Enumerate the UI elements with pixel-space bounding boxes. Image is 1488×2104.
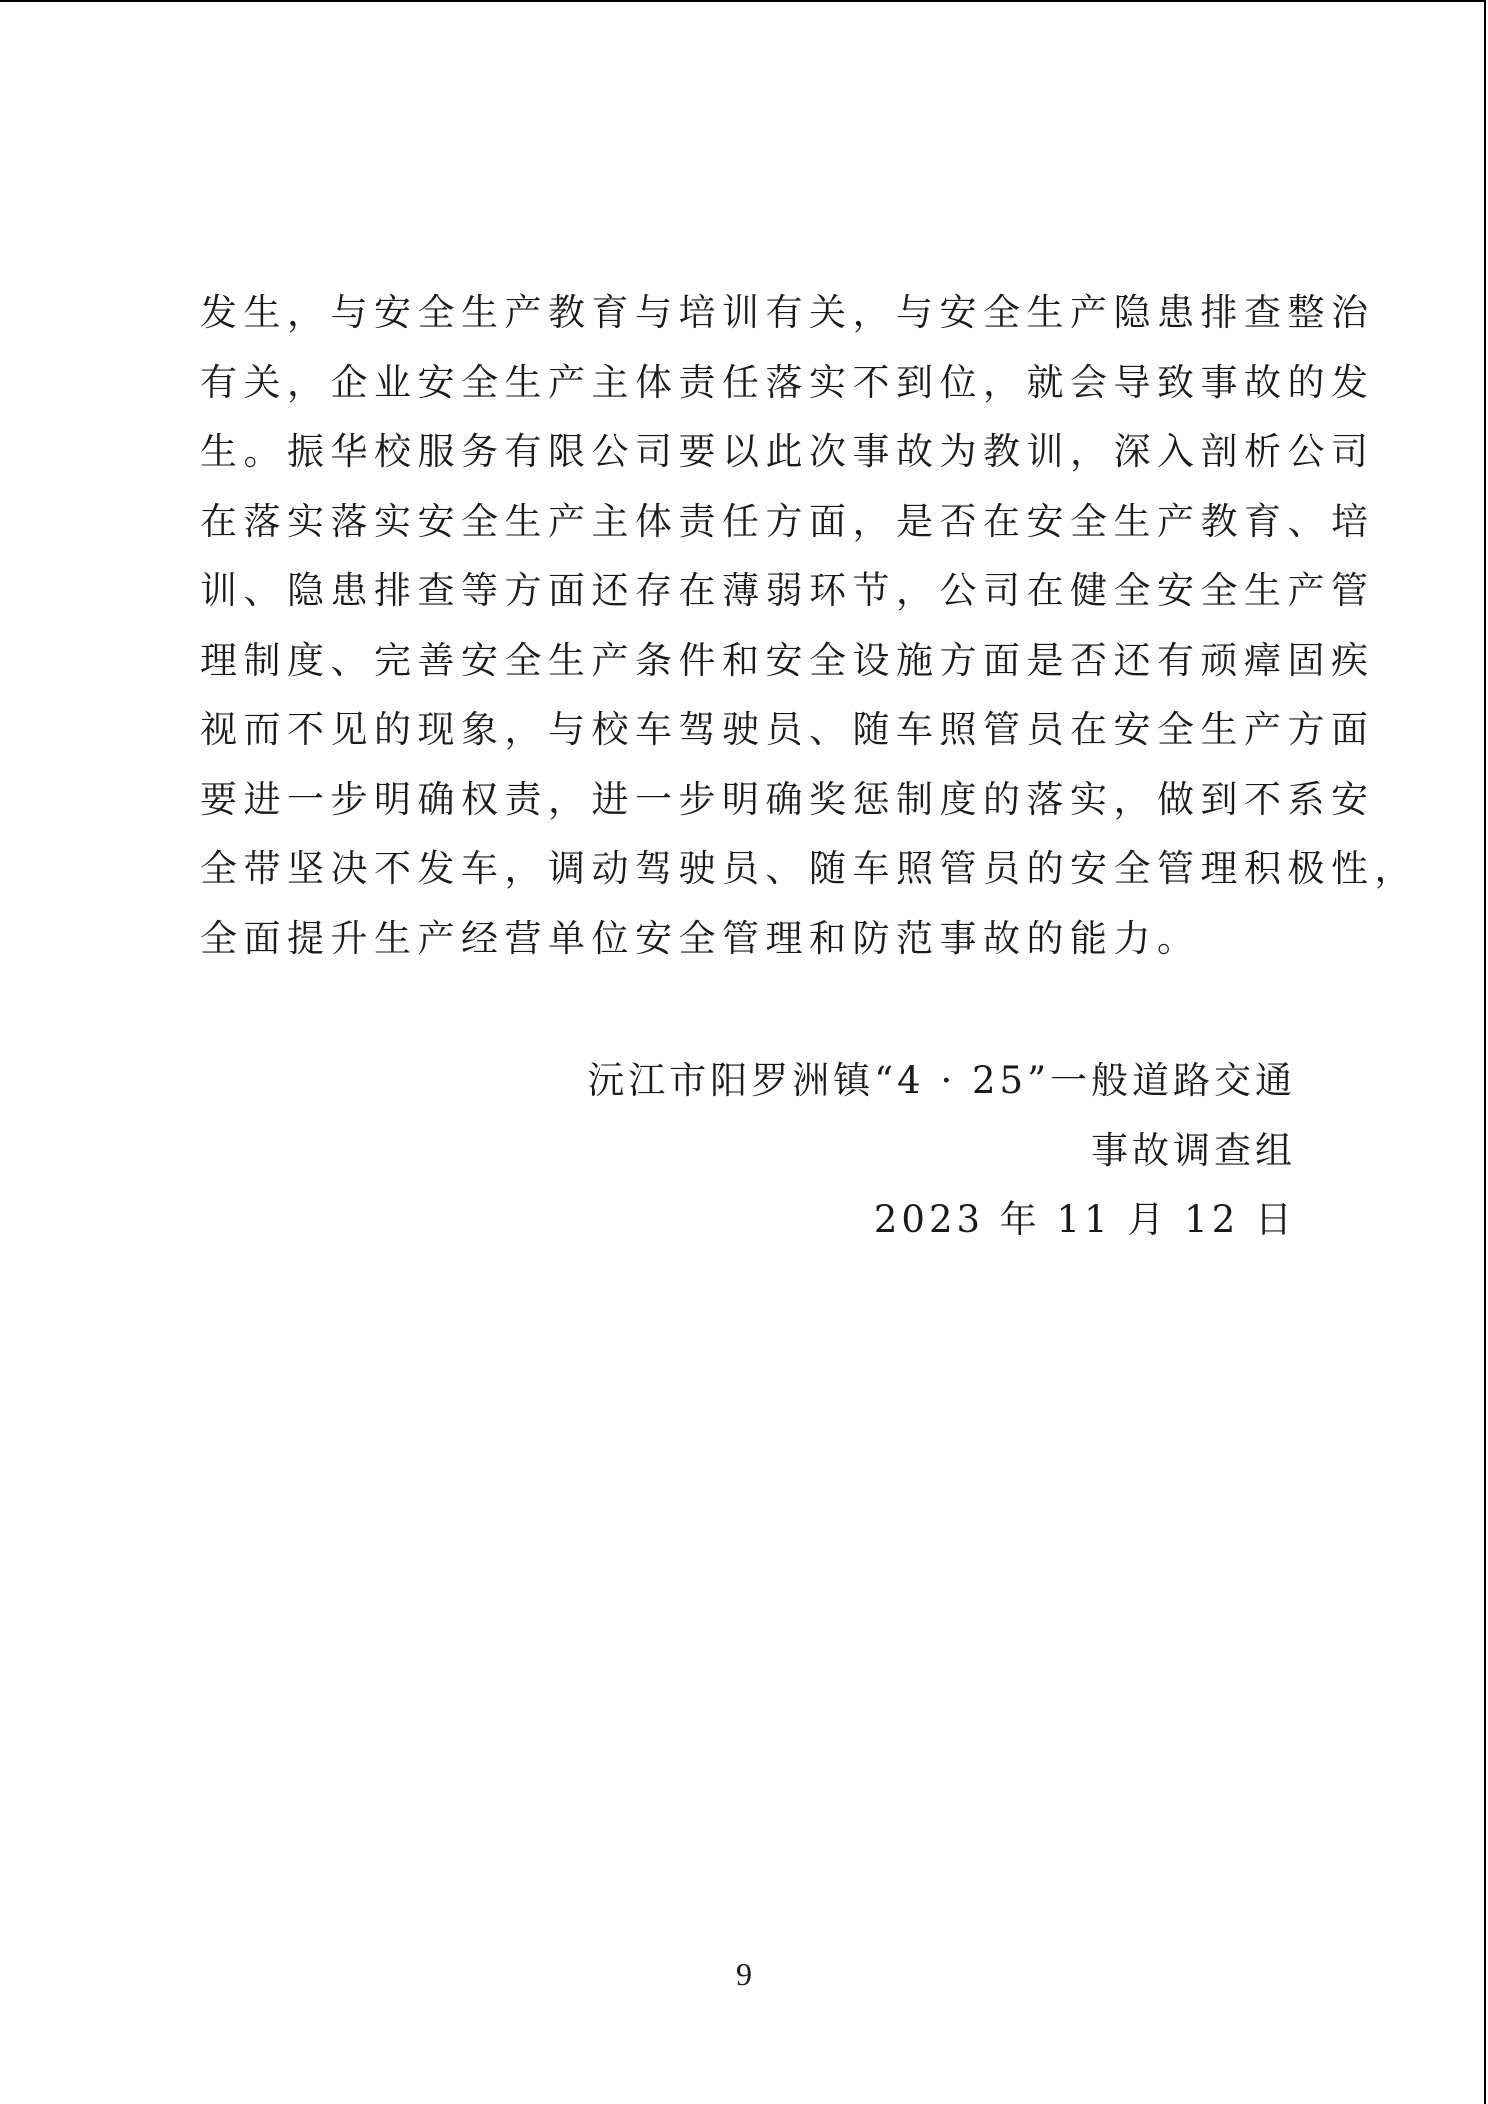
body-line: 发生，与安全生产教育与培训有关，与安全生产隐患排查整治 [200, 291, 1375, 334]
body-paragraph [200, 278, 1418, 973]
body-line: 理制度、完善安全生产条件和安全设施方面是否还有顽瘴固疾 [200, 638, 1375, 682]
body-line: 在落实落实安全生产主体责任方面，是否在安全生产教育、培 [200, 499, 1375, 543]
body-line: 要进一步明确权责，进一步明确奖惩制度的落实，做到不系安 [200, 777, 1375, 821]
body-line: 全面提升生产经营单位安全管理和防范事故的能力。 [200, 916, 1201, 960]
body-line: 有关，企业安全生产主体责任落实不到位，就会导致事故的发 [200, 360, 1375, 404]
signature-group: 事故调查组 [1091, 1128, 1296, 1172]
signature-block [396, 1046, 1296, 1255]
body-line: 训、隐患排查等方面还存在薄弱环节，公司在健全安全生产管 [200, 569, 1375, 612]
body-line: 全带坚决不发车，调动驾驶员、随车照管员的安全管理积极性， [200, 847, 1418, 890]
body-line: 生。振华校服务有限公司要以此次事故为教训，深入剖析公司 [200, 430, 1375, 473]
body-line: 视而不见的现象，与校车驾驶员、随车照管员在安全生产方面 [200, 708, 1375, 751]
signature-organization: 沅江市阳罗洲镇“4 · 25”一般道路交通 [587, 1059, 1296, 1102]
page-number: 9 [736, 1956, 752, 1992]
signature-date: 2023 年 11 月 12 日 [873, 1198, 1296, 1241]
